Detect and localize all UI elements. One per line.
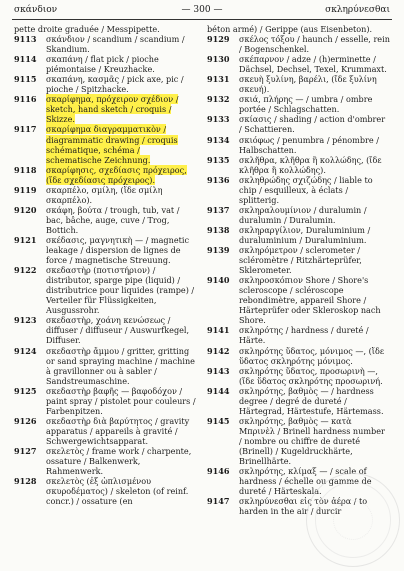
entry-text: σκληραργίλιον, Duraluminium / duraluminium / Duraluminium. xyxy=(239,224,371,245)
dictionary-entry xyxy=(14,386,197,416)
library-stamp xyxy=(306,473,400,567)
entry-number: 9117 xyxy=(14,124,37,135)
entry-text: σκαρίφησις, σχεδίασις πρόχειρος, (ἴδε σχεδίασις πρόχειρος). xyxy=(46,164,187,185)
dictionary-entry xyxy=(207,94,390,114)
entry-text: σκληθρώδης σχιζώδης / liable to chip / esquilleux, à éclats / splitterig. xyxy=(239,174,373,205)
dictionary-entry xyxy=(14,94,197,124)
entry-number: 9135 xyxy=(207,154,230,165)
entry-text: σκαρίφημα, πρόχειρον σχέδιον / sketch, hand sketch / croquis / Skizze. xyxy=(46,94,179,125)
entry-number: 9114 xyxy=(14,54,37,65)
dictionary-entry xyxy=(207,135,390,155)
entry-number: 9147 xyxy=(207,496,230,507)
entry-number: 9136 xyxy=(207,174,230,185)
entry-number: 9143 xyxy=(207,365,230,376)
entry-text: σκίασις / shading / action d'ombrer / Schattieren. xyxy=(239,114,386,135)
dictionary-entry xyxy=(14,346,197,386)
entry-text: béton armé) / Gerippe (aus Eisenbeton). xyxy=(207,24,373,34)
dictionary-entry xyxy=(207,275,390,325)
entry-number: 9120 xyxy=(14,204,37,215)
dictionary-entry xyxy=(14,24,197,34)
entry-number: 9124 xyxy=(14,345,37,356)
entry-text: σκληρότης ὕδατος, προσωρινὴ —, (ἴδε ὕδατος σκληρότης προσωρινή. xyxy=(239,365,383,386)
entry-number: 9146 xyxy=(207,466,230,477)
entry-number: 9116 xyxy=(14,94,37,105)
entry-text: σκεδαστὴρ βαφῆς — βαφοδόχον / paint spray / pistolet pour couleurs / Farbenpitzen. xyxy=(46,385,196,416)
entry-text: σκαπάνη / flat pick / pioche piémontaise / Kreuzhacke. xyxy=(46,54,159,75)
entry-number: 9126 xyxy=(14,415,37,426)
entry-text: σκέλος τόξου / haunch / esselle, rein / Bogenschenkel. xyxy=(239,34,390,55)
entry-number: 9145 xyxy=(207,415,230,426)
entry-text: σκέδασις, μαγνητικὴ — / magnetic leakage / dispersion de lignes de force / magnetische Streuung. xyxy=(46,234,189,266)
header-first-term: σκάνδιον xyxy=(14,5,58,15)
entry-text: σκελετὸς (ἐξ ὡπλισμένου σκυροδέματος) / skeleton (of reinf. concr.) / ossature (en xyxy=(46,476,189,507)
dictionary-entry xyxy=(207,74,390,94)
dictionary-entry xyxy=(207,416,390,466)
entry-number: 9141 xyxy=(207,325,230,336)
entry-number: 9123 xyxy=(14,315,37,326)
entry-number: 9115 xyxy=(14,74,37,85)
entry-text: σκαπάνη, κασμᾶς / pick axe, pic / pioche / Spitzhacke. xyxy=(46,74,184,95)
dictionary-entry xyxy=(14,165,197,185)
page-number: — 300 — xyxy=(181,5,223,15)
dictionary-entry xyxy=(207,34,390,54)
dictionary-entry xyxy=(14,205,197,235)
entry-number: 9121 xyxy=(14,234,37,245)
entry-text: σκλῆθρα, κλῆθρα ἢ κολλώδης, (ἴδε κλῆθρα ἢ κολλώδης). xyxy=(239,154,382,175)
dictionary-entry xyxy=(207,346,390,366)
header-last-term: σκληρύνεσθαι xyxy=(325,5,390,15)
entry-text: σκληραλουμίνιον / duralumin / duralumin / Duralumin. xyxy=(239,204,367,225)
entry-text: σκέπαρνον / adze / (h)erminette / Dächsel, Dechsel, Texel, Krummaxt. xyxy=(239,54,387,75)
dictionary-entry xyxy=(14,416,197,446)
entry-number: 9142 xyxy=(207,345,230,356)
entry-text: σκληρότης, βαθμὸς — κατὰ Μπρινὲλ / Brinell hardness number / nombre ou chiffre de dureté (Brinell) / Kugeldruckhärte, Brinellhärte. xyxy=(239,415,385,467)
dictionary-entry xyxy=(207,366,390,386)
entry-number: 9129 xyxy=(207,34,230,45)
entry-text: σκληρότης / hardness / dureté / Härte. xyxy=(239,325,369,346)
entry-number: 9113 xyxy=(14,34,37,45)
dictionary-entry xyxy=(207,175,390,205)
entry-number: 9144 xyxy=(207,385,230,396)
dictionary-entry xyxy=(14,54,197,74)
entry-number: 9127 xyxy=(14,445,37,456)
dictionary-entry xyxy=(14,124,197,164)
entry-number: 9118 xyxy=(14,164,37,175)
dictionary-entry xyxy=(207,225,390,245)
entry-number: 9134 xyxy=(207,134,230,145)
dictionary-entry xyxy=(14,74,197,94)
page-header xyxy=(14,5,390,19)
dictionary-entry xyxy=(207,114,390,134)
entry-text: pette droite graduée / Messpipette. xyxy=(14,24,160,34)
entry-number: 9131 xyxy=(207,74,230,85)
dictionary-entry xyxy=(14,185,197,205)
entry-number: 9122 xyxy=(14,265,37,276)
entry-text: σκεδαστὴρ, χοάνη κενώσεως / diffuser / diffuseur / Auswurfkegel, Diffuser. xyxy=(46,315,190,346)
dictionary-entry xyxy=(14,446,197,476)
entry-number: 9130 xyxy=(207,54,230,65)
entry-number: 9132 xyxy=(207,94,230,105)
entry-text: σκάφη, βούτα / trough, tub, vat / bac, bâche, auge, cuve / Trog, Bottich. xyxy=(46,204,180,235)
entry-text: σκεδαστὴρ διὰ βαρύτητος / gravity apparatus / appareils à gravité / Schwergewichtsapparat. xyxy=(46,415,190,446)
entry-number: 9125 xyxy=(14,385,37,396)
dictionary-entry xyxy=(207,155,390,175)
entry-number: 9137 xyxy=(207,204,230,215)
dictionary-entry xyxy=(207,386,390,416)
entry-number: 9133 xyxy=(207,114,230,125)
entry-text: σκάνδιον / scandium / scandium / Skandium. xyxy=(46,34,185,55)
right-column xyxy=(207,24,390,516)
dictionary-entry xyxy=(207,245,390,275)
entry-text: σκληρόμετρον / sclerometer / scléromètre / Ritzhärteprüfer, Sklerometer. xyxy=(239,245,362,276)
entry-text: σκευὴ ξυλίνη, βαρέλι, (ἴδε ξυλίνη σκευή). xyxy=(239,74,377,95)
entry-text: σκληρότης, κλίμαξ — / scale of hardness / échelle ou gamme de dureté / Härteskala. xyxy=(239,466,372,497)
dictionary-entry xyxy=(207,325,390,345)
dictionary-entry xyxy=(14,315,197,345)
dictionary-entry xyxy=(207,24,390,34)
entry-text: σκιόφως / penumbra / pénombre / Halbschatten. xyxy=(239,134,379,155)
dictionary-entry xyxy=(207,205,390,225)
entry-text: σκληρότης, βαθμὸς — / hardness degree / degré de dureté / Härtegrad, Härtestufe, Härtemass. xyxy=(239,385,384,416)
entry-number: 9128 xyxy=(14,476,37,487)
left-column xyxy=(14,24,197,506)
entry-text: σκελετὸς / frame work / charpente, ossature / Balkenwerk, Rahmenwerk. xyxy=(46,445,192,477)
entry-text: σκαρπέλο, σμίλη, (ἴδε σμίλη σκαρπέλο). xyxy=(46,184,163,205)
entry-text: σκληρύνεσθαι εἰς τὸν ἀέρα / to harden in the air / durcir xyxy=(239,496,368,517)
dictionary-entry xyxy=(207,54,390,74)
header-rule xyxy=(12,19,392,20)
entry-number: 9138 xyxy=(207,224,230,235)
dictionary-entry xyxy=(14,235,197,265)
entry-text: σκεδαστὴρ ἄμμου / gritter, gritting or sand spraying machine / machine à gravillonner ou à sabler / Sandstreumaschine. xyxy=(46,345,195,386)
entry-text: σκαρίφημα διαγραμματικὸν / diagrammatic drawing / croquis schématique, schéma / schematische Zeichnung. xyxy=(46,124,178,165)
dictionary-entry xyxy=(14,265,197,315)
entry-text: σκληροσκόπιον Shore / Shore's scleroscope / scléroscope rebondimètre, appareil Shore / Härteprüfer oder Skleroskop nach Shore. xyxy=(239,275,381,326)
dictionary-entry xyxy=(14,476,197,506)
entry-number: 9119 xyxy=(14,184,37,195)
entry-text: σκληρότης ὕδατος, μόνιμος —, (ἴδε ὕδατος σκληρότης μόνιμος. xyxy=(239,345,385,366)
entry-text: σκιά, πλήρης — / umbra / ombre portée / Schlagschatten. xyxy=(239,94,373,115)
dictionary-entry xyxy=(14,34,197,54)
entry-number: 9140 xyxy=(207,275,230,286)
entry-number: 9139 xyxy=(207,245,230,256)
entry-text: σκεδαστὴρ (ποτιστήριον) / distributor, sparge pipe (liquid) / distributrice pour liquides (rampe) / Verteiler für Flüssigkeiten, Ausgussrohr. xyxy=(46,265,195,316)
